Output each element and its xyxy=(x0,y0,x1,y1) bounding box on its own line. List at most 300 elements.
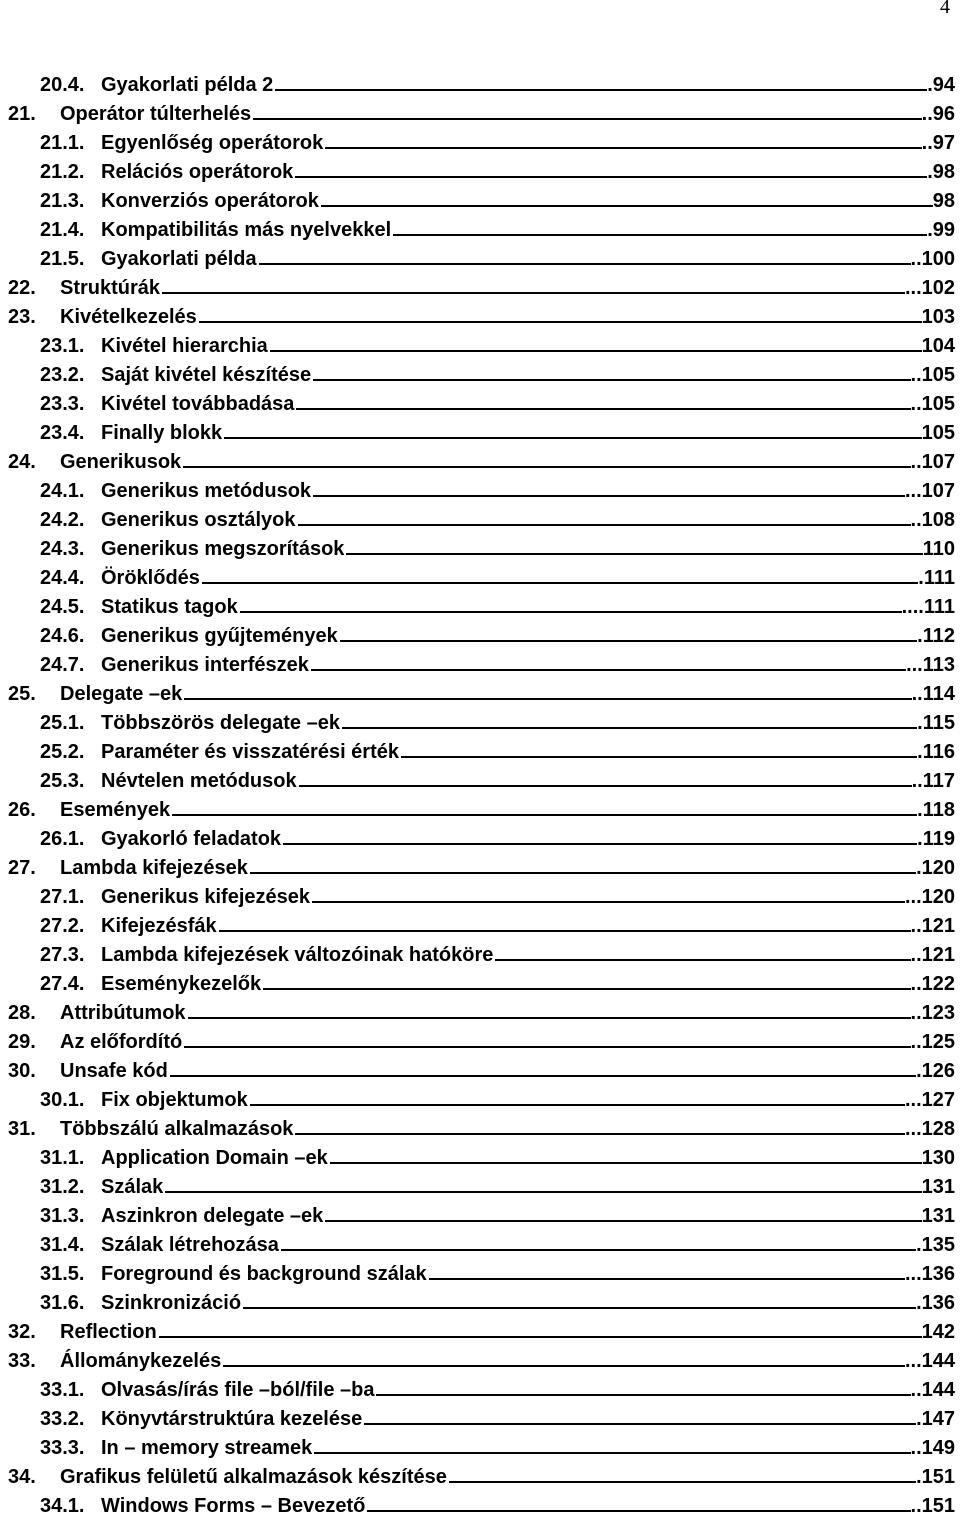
toc-entry-number: 33. xyxy=(8,1350,36,1372)
toc-leader-line xyxy=(374,1394,913,1396)
toc-entry-page: 103 xyxy=(921,306,955,328)
toc-entry-page: ..100 xyxy=(910,248,955,270)
toc-entry-page: ..151 xyxy=(910,1495,955,1517)
toc-entry-page: 142 xyxy=(921,1321,955,1343)
toc-entry[interactable] xyxy=(0,128,960,157)
toc-entry-text xyxy=(8,304,199,330)
toc-entry-title: Többszálú alkalmazások xyxy=(60,1118,294,1140)
toc-entry-text xyxy=(40,623,340,649)
toc-entry-page: 104 xyxy=(921,335,955,357)
toc-leader-line xyxy=(170,814,919,816)
toc-leader-line xyxy=(279,1249,918,1251)
toc-entry-number: 24.6. xyxy=(40,625,85,647)
toc-entry-title: Kifejezésfák xyxy=(101,915,217,937)
toc-leader-line xyxy=(257,263,913,265)
toc-entry-number: 24.3. xyxy=(40,538,85,560)
toc-entry-number: 31. xyxy=(8,1118,36,1140)
toc-entry-page: ..121 xyxy=(910,944,955,966)
toc-entry-page: .136 xyxy=(916,1292,955,1314)
toc-entry[interactable] xyxy=(0,186,960,215)
toc-entry-title: Olvasás/írás file –ból/file –ba xyxy=(101,1379,375,1401)
toc-entry-page: ...102 xyxy=(904,277,955,299)
toc-entry-page: ...136 xyxy=(904,1263,955,1285)
toc-entry-title: Lambda kifejezések xyxy=(60,857,248,879)
toc-entry-title: Kivételkezelés xyxy=(60,306,197,328)
toc-entry[interactable] xyxy=(0,853,960,882)
toc-entry-text xyxy=(40,536,346,562)
toc-entry[interactable] xyxy=(0,534,960,563)
toc-entry-number: 20.4. xyxy=(40,74,85,96)
toc-entry-title: Statikus tagok xyxy=(101,596,238,618)
toc-leader-line xyxy=(273,89,929,91)
toc-entry[interactable] xyxy=(0,1085,960,1114)
table-of-contents xyxy=(0,70,960,1520)
toc-entry-text xyxy=(40,942,495,968)
toc-entry-text xyxy=(40,1261,429,1287)
toc-entry-title: Egyenlőség operátorok xyxy=(101,132,324,154)
toc-entry-title: Finally blokk xyxy=(101,422,223,444)
toc-entry[interactable] xyxy=(0,1114,960,1143)
toc-entry-page: ...120 xyxy=(904,886,955,908)
toc-entry-number: 27. xyxy=(8,857,36,879)
toc-entry-page: ....111 xyxy=(901,596,955,618)
toc-entry-title: Struktúrák xyxy=(60,277,161,299)
toc-entry-number: 33.1. xyxy=(40,1379,85,1401)
toc-entry-title: In – memory streamek xyxy=(101,1437,313,1459)
toc-entry-page: 105 xyxy=(921,422,955,444)
toc-entry-title: Szinkronizáció xyxy=(101,1292,242,1314)
toc-entry-page: 131 xyxy=(921,1176,955,1198)
toc-entry-page: .115 xyxy=(917,712,955,734)
toc-entry[interactable] xyxy=(0,1375,960,1404)
toc-leader-line xyxy=(340,727,919,729)
toc-entry-number: 33.2. xyxy=(40,1408,85,1430)
toc-entry[interactable] xyxy=(0,389,960,418)
toc-entry-page: .147 xyxy=(916,1408,955,1430)
toc-entry[interactable] xyxy=(0,650,960,679)
toc-entry-page: ..123 xyxy=(910,1002,955,1024)
toc-entry-title: Állománykezelés xyxy=(60,1350,222,1372)
toc-entry-text xyxy=(40,1377,376,1403)
toc-entry-title: Lambda kifejezések változóinak hatóköre xyxy=(101,944,494,966)
toc-leader-line xyxy=(248,872,918,874)
toc-entry-text xyxy=(40,72,275,98)
toc-entry-number: 27.1. xyxy=(40,886,85,908)
toc-entry[interactable] xyxy=(0,1491,960,1520)
toc-entry-text xyxy=(40,1087,250,1113)
toc-entry-page: ..97 xyxy=(921,132,955,154)
toc-entry-page: .118 xyxy=(917,799,955,821)
toc-entry-number: 23.3. xyxy=(40,393,85,415)
toc-entry[interactable] xyxy=(0,969,960,998)
toc-entry-number: 25. xyxy=(8,683,36,705)
toc-entry-title: Gyakorlati példa 2 xyxy=(101,74,274,96)
toc-entry[interactable] xyxy=(0,360,960,389)
toc-entry-text xyxy=(40,420,224,446)
toc-entry-text xyxy=(40,826,283,852)
toc-entry-page: ...107 xyxy=(904,480,955,502)
toc-entry[interactable] xyxy=(0,708,960,737)
toc-entry-page: ..125 xyxy=(910,1031,955,1053)
toc-leader-line xyxy=(311,379,913,381)
toc-entry[interactable] xyxy=(0,766,960,795)
toc-entry-number: 31.2. xyxy=(40,1176,85,1198)
toc-entry-title: Unsafe kód xyxy=(60,1060,168,1082)
toc-entry[interactable] xyxy=(0,1346,960,1375)
toc-leader-line xyxy=(168,1075,918,1077)
toc-leader-line xyxy=(323,1220,924,1222)
toc-leader-line xyxy=(293,1133,907,1135)
toc-entry-title: Saját kivétel készítése xyxy=(101,364,312,386)
toc-leader-line xyxy=(311,495,907,497)
toc-entry-text xyxy=(40,1493,367,1519)
toc-entry[interactable] xyxy=(0,1230,960,1259)
toc-entry-text xyxy=(40,1290,243,1316)
toc-entry-number: 23.4. xyxy=(40,422,85,444)
toc-entry-page: 110 xyxy=(922,538,955,560)
toc-entry-page: ..121 xyxy=(910,915,955,937)
toc-entry-number: 33.3. xyxy=(40,1437,85,1459)
toc-entry[interactable] xyxy=(0,1201,960,1230)
toc-entry-text xyxy=(40,478,313,504)
toc-entry-text xyxy=(40,913,219,939)
toc-entry-number: 24. xyxy=(8,451,36,473)
toc-entry[interactable] xyxy=(0,215,960,244)
toc-entry-number: 25.1. xyxy=(40,712,85,734)
toc-entry-title: Eseménykezelők xyxy=(101,973,262,995)
toc-entry-title: Attribútumok xyxy=(60,1002,186,1024)
toc-leader-line xyxy=(181,466,913,468)
toc-entry-number: 21.2. xyxy=(40,161,85,183)
toc-leader-line xyxy=(241,1307,918,1309)
toc-entry[interactable] xyxy=(0,621,960,650)
toc-leader-line xyxy=(328,1162,924,1164)
toc-entry-text xyxy=(40,710,342,736)
toc-entry[interactable] xyxy=(0,737,960,766)
toc-leader-line xyxy=(399,756,919,758)
toc-entry-number: 25.2. xyxy=(40,741,85,763)
toc-entry-text xyxy=(40,594,240,620)
toc-leader-line xyxy=(293,176,929,178)
toc-entry[interactable] xyxy=(0,505,960,534)
toc-entry-number: 34.1. xyxy=(40,1495,85,1517)
toc-entry-number: 23.1. xyxy=(40,335,85,357)
toc-entry-title: Szálak xyxy=(101,1176,164,1198)
toc-entry-text xyxy=(40,1435,314,1461)
toc-entry-text xyxy=(8,1116,295,1142)
toc-entry-page: ..96 xyxy=(921,103,955,125)
toc-entry-page: ..107 xyxy=(910,451,955,473)
toc-entry-number: 24.2. xyxy=(40,509,85,531)
toc-entry-title: Generikus gyűjtemények xyxy=(101,625,338,647)
toc-entry-title: Generikusok xyxy=(60,451,182,473)
toc-entry[interactable] xyxy=(0,273,960,302)
toc-entry-title: Application Domain –ek xyxy=(101,1147,328,1169)
toc-leader-line xyxy=(186,1017,913,1019)
toc-entry-number: 21.1. xyxy=(40,132,85,154)
toc-leader-line xyxy=(309,669,908,671)
toc-entry-text xyxy=(8,101,253,127)
toc-entry-number: 21.3. xyxy=(40,190,85,212)
toc-entry-page: ...128 xyxy=(904,1118,955,1140)
toc-entry-text xyxy=(40,884,312,910)
toc-entry-number: 24.7. xyxy=(40,654,85,676)
toc-leader-line xyxy=(248,1104,907,1106)
toc-entry-number: 26. xyxy=(8,799,36,821)
toc-leader-line xyxy=(319,205,935,207)
toc-entry-page: .135 xyxy=(916,1234,955,1256)
toc-entry-page: .119 xyxy=(917,828,955,850)
toc-entry-number: 30. xyxy=(8,1060,36,1082)
toc-entry-page: ...127 xyxy=(904,1089,955,1111)
toc-entry-title: Öröklődés xyxy=(101,567,200,589)
toc-leader-line xyxy=(391,234,929,236)
toc-entry-number: 31.4. xyxy=(40,1234,85,1256)
toc-entry-text xyxy=(40,565,202,591)
toc-entry-text xyxy=(40,188,321,214)
toc-entry-page: ..149 xyxy=(910,1437,955,1459)
toc-leader-line xyxy=(268,350,924,352)
toc-entry-title: Kompatibilitás más nyelvekkel xyxy=(101,219,392,241)
toc-entry-text xyxy=(40,159,295,185)
toc-leader-line xyxy=(493,959,913,961)
toc-entry-title: Konverziós operátorok xyxy=(101,190,319,212)
toc-entry-text xyxy=(40,768,299,794)
toc-entry-title: Delegate –ek xyxy=(60,683,183,705)
toc-entry-text xyxy=(8,797,172,823)
toc-entry-number: 31.6. xyxy=(40,1292,85,1314)
toc-entry-title: Windows Forms – Bevezető xyxy=(101,1495,366,1517)
toc-entry-text xyxy=(8,855,250,881)
toc-entry-number: 21. xyxy=(8,103,36,125)
toc-entry-page: ..114 xyxy=(911,683,955,705)
toc-entry-text xyxy=(40,1174,165,1200)
toc-entry-text xyxy=(40,391,296,417)
toc-entry-page: .120 xyxy=(916,857,955,879)
toc-entry-page: .99 xyxy=(927,219,955,241)
toc-entry-number: 23. xyxy=(8,306,36,328)
toc-entry-page: .94 xyxy=(927,74,955,96)
page-number: 4 xyxy=(940,0,950,18)
toc-entry-page: 131 xyxy=(921,1205,955,1227)
toc-entry-page: ..108 xyxy=(910,509,955,531)
toc-leader-line xyxy=(222,437,924,439)
toc-entry-text xyxy=(40,217,393,243)
toc-entry[interactable] xyxy=(0,1172,960,1201)
toc-entry-number: 31.3. xyxy=(40,1205,85,1227)
toc-entry-page: ...113 xyxy=(906,654,955,676)
toc-entry-number: 34. xyxy=(8,1466,36,1488)
toc-leader-line xyxy=(323,147,924,149)
toc-leader-line xyxy=(261,988,913,990)
toc-entry-number: 21.4. xyxy=(40,219,85,241)
toc-entry-title: Fix objektumok xyxy=(101,1089,248,1111)
toc-entry-text xyxy=(40,739,401,765)
toc-entry-title: Generikus osztályok xyxy=(101,509,296,531)
toc-entry-number: 22. xyxy=(8,277,36,299)
toc-entry[interactable] xyxy=(0,99,960,128)
toc-entry-title: Relációs operátorok xyxy=(101,161,294,183)
toc-entry-number: 28. xyxy=(8,1002,36,1024)
toc-entry-title: Kivétel továbbadása xyxy=(101,393,295,415)
toc-entry[interactable] xyxy=(0,911,960,940)
toc-entry[interactable] xyxy=(0,1317,960,1346)
toc-entry-number: 24.4. xyxy=(40,567,85,589)
toc-entry-text xyxy=(40,507,298,533)
toc-entry[interactable] xyxy=(0,998,960,1027)
toc-entry[interactable] xyxy=(0,1462,960,1491)
toc-leader-line xyxy=(427,1278,907,1280)
toc-entry-number: 24.1. xyxy=(40,480,85,502)
toc-entry[interactable] xyxy=(0,592,960,621)
toc-entry[interactable] xyxy=(0,795,960,824)
toc-leader-line xyxy=(163,1191,924,1193)
toc-entry[interactable] xyxy=(0,70,960,99)
toc-leader-line xyxy=(362,1423,918,1425)
toc-leader-line xyxy=(344,553,925,555)
toc-entry-title: Szálak létrehozása xyxy=(101,1234,279,1256)
toc-entry-text xyxy=(40,1203,325,1229)
toc-entry[interactable] xyxy=(0,1259,960,1288)
toc-leader-line xyxy=(221,1365,907,1367)
toc-entry-text xyxy=(8,1000,188,1026)
toc-entry-page: .126 xyxy=(916,1060,955,1082)
toc-entry-number: 27.3. xyxy=(40,944,85,966)
toc-entry-page: 98 xyxy=(932,190,955,212)
toc-entry[interactable] xyxy=(0,824,960,853)
toc-entry-text xyxy=(8,1464,449,1490)
toc-leader-line xyxy=(312,1452,913,1454)
toc-entry-page: .151 xyxy=(916,1466,955,1488)
toc-entry-text xyxy=(40,130,325,156)
toc-entry-number: 30.1. xyxy=(40,1089,85,1111)
toc-entry[interactable] xyxy=(0,679,960,708)
toc-entry-number: 21.5. xyxy=(40,248,85,270)
toc-entry[interactable] xyxy=(0,331,960,360)
toc-entry-page: .111 xyxy=(918,567,955,589)
toc-entry[interactable] xyxy=(0,157,960,186)
toc-entry-title: Reflection xyxy=(60,1321,157,1343)
toc-entry[interactable] xyxy=(0,447,960,476)
toc-leader-line xyxy=(157,1336,924,1338)
toc-entry-title: Paraméter és visszatérési érték xyxy=(101,741,399,763)
toc-entry-title: Kivétel hierarchia xyxy=(101,335,268,357)
toc-entry-title: Generikus megszorítások xyxy=(101,538,345,560)
toc-entry-title: Generikus interfészek xyxy=(101,654,309,676)
toc-entry[interactable] xyxy=(0,1143,960,1172)
toc-entry[interactable] xyxy=(0,1027,960,1056)
toc-entry-number: 31.1. xyxy=(40,1147,85,1169)
toc-entry-title: Operátor túlterhelés xyxy=(60,103,252,125)
toc-entry-page: .116 xyxy=(917,741,955,763)
toc-entry-title: Könyvtárstruktúra kezelése xyxy=(101,1408,363,1430)
toc-entry-text xyxy=(8,1319,159,1345)
toc-entry[interactable] xyxy=(0,476,960,505)
toc-entry-number: 27.4. xyxy=(40,973,85,995)
toc-entry-title: Az előfordító xyxy=(60,1031,183,1053)
toc-entry-text xyxy=(8,1058,170,1084)
toc-leader-line xyxy=(294,408,913,410)
toc-leader-line xyxy=(182,698,914,700)
toc-entry-text xyxy=(8,449,183,475)
toc-entry-number: 31.5. xyxy=(40,1263,85,1285)
toc-entry-text xyxy=(40,971,263,997)
toc-leader-line xyxy=(296,524,913,526)
toc-entry-title: Aszinkron delegate –ek xyxy=(101,1205,324,1227)
toc-leader-line xyxy=(217,930,913,932)
toc-leader-line xyxy=(281,843,919,845)
toc-entry[interactable] xyxy=(0,882,960,911)
toc-leader-line xyxy=(365,1510,913,1512)
toc-entry-title: Foreground és background szálak xyxy=(101,1263,427,1285)
toc-entry-title: Grafikus felületű alkalmazások készítése xyxy=(60,1466,447,1488)
toc-leader-line xyxy=(338,640,919,642)
toc-entry-text xyxy=(8,681,184,707)
toc-entry[interactable] xyxy=(0,302,960,331)
toc-entry-page: ..117 xyxy=(911,770,955,792)
toc-leader-line xyxy=(160,292,907,294)
toc-entry-page: ..105 xyxy=(910,393,955,415)
toc-entry-text xyxy=(40,1406,364,1432)
toc-entry-title: Névtelen metódusok xyxy=(101,770,297,792)
toc-entry-text xyxy=(40,652,311,678)
toc-entry[interactable] xyxy=(0,1433,960,1462)
toc-leader-line xyxy=(200,582,920,584)
toc-entry-text xyxy=(40,1232,281,1258)
toc-entry[interactable] xyxy=(0,940,960,969)
toc-entry-page: ..144 xyxy=(910,1379,955,1401)
toc-entry-page: ...144 xyxy=(904,1350,955,1372)
toc-entry[interactable] xyxy=(0,1056,960,1085)
toc-entry-title: Többszörös delegate –ek xyxy=(101,712,340,734)
toc-entry-number: 27.2. xyxy=(40,915,85,937)
toc-entry[interactable] xyxy=(0,418,960,447)
toc-entry-text xyxy=(8,1029,184,1055)
toc-entry[interactable] xyxy=(0,563,960,592)
toc-entry-text xyxy=(40,246,259,272)
toc-entry-text xyxy=(8,1348,223,1374)
toc-entry-number: 24.5. xyxy=(40,596,85,618)
toc-entry-page: ..105 xyxy=(910,364,955,386)
toc-leader-line xyxy=(297,785,914,787)
toc-entry-title: Generikus metódusok xyxy=(101,480,312,502)
toc-entry[interactable] xyxy=(0,1404,960,1433)
toc-leader-line xyxy=(310,901,907,903)
toc-entry-number: 23.2. xyxy=(40,364,85,386)
toc-entry-title: Gyakorlati példa xyxy=(101,248,257,270)
toc-entry-text xyxy=(40,333,270,359)
toc-entry-page: .112 xyxy=(917,625,955,647)
toc-entry[interactable] xyxy=(0,1288,960,1317)
toc-entry[interactable] xyxy=(0,244,960,273)
toc-entry-number: 26.1. xyxy=(40,828,85,850)
toc-entry-page: .98 xyxy=(927,161,955,183)
toc-leader-line xyxy=(447,1481,918,1483)
toc-entry-title: Generikus kifejezések xyxy=(101,886,311,908)
toc-entry-text xyxy=(40,1145,330,1171)
toc-entry-page: ..122 xyxy=(910,973,955,995)
toc-entry-number: 29. xyxy=(8,1031,36,1053)
toc-entry-page: 130 xyxy=(921,1147,955,1169)
toc-entry-number: 32. xyxy=(8,1321,36,1343)
toc-leader-line xyxy=(238,611,904,613)
toc-entry-text xyxy=(8,275,162,301)
toc-leader-line xyxy=(251,118,924,120)
toc-entry-number: 25.3. xyxy=(40,770,85,792)
toc-entry-title: Események xyxy=(60,799,171,821)
toc-leader-line xyxy=(197,321,924,323)
toc-entry-text xyxy=(40,362,313,388)
